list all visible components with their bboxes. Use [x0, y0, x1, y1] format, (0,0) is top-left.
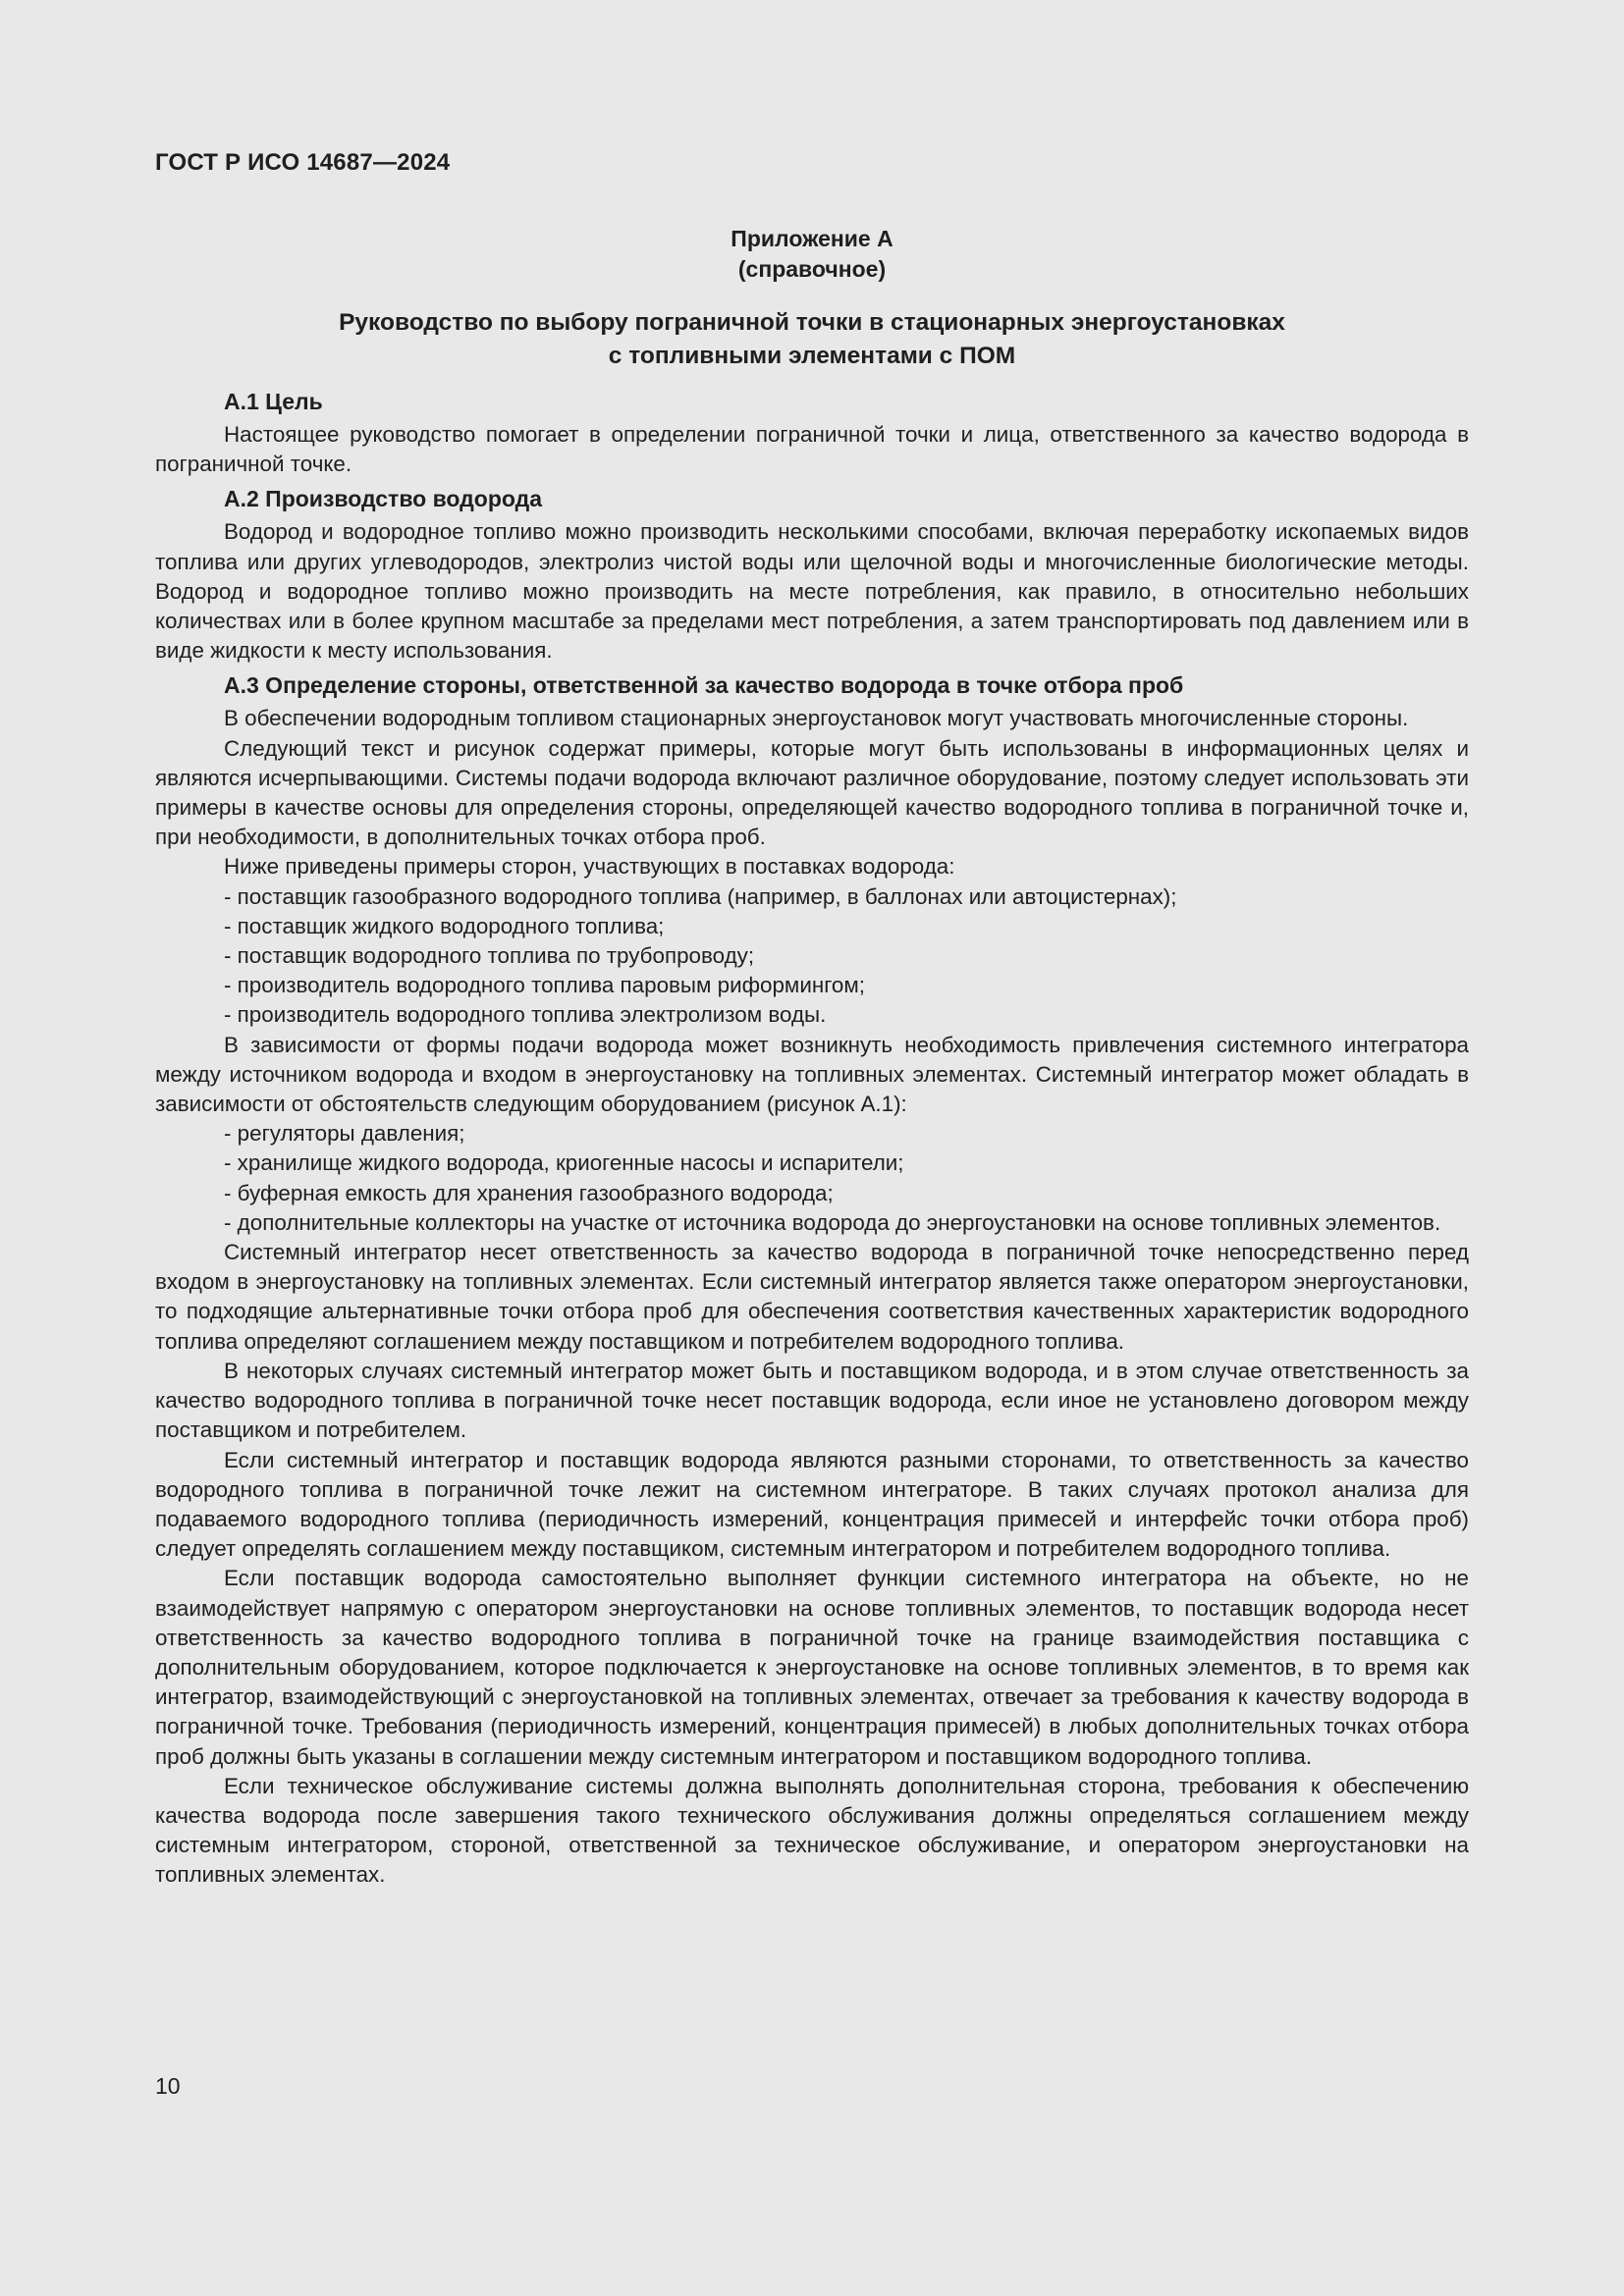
paragraph: Ниже приведены примеры сторон, участвующих в поставках водорода:	[224, 854, 955, 880]
paragraph: Следующий текст и рисунок содержат примеры, которые могут быть использованы в информационных целях и являются исчерпывающими. Системы подачи водорода включают различное оборудование, поэтому следует использовать эти примеры в качестве основы для определения стороны, определяющей качество водородного топлива в пограничной точке и, при необходимости, в дополнительных точках отбора проб.	[155, 735, 1469, 850]
supplier-list	[155, 882, 1469, 1031]
paragraph: Если техническое обслуживание системы должна выполнять дополнительная сторона, требования к обеспечению качества водорода после завершения такого технического обслуживания должны определяться соглашением между системным интегратором, стороной, ответственной за техническое обслуживание, и оператором энергоустановки на топливных элементах.	[155, 1773, 1469, 1888]
equipment-list	[155, 1119, 1469, 1238]
document-body	[155, 224, 1469, 1891]
main-title	[155, 306, 1469, 373]
document-header: ГОСТ Р ИСО 14687—2024	[155, 149, 451, 176]
list-item: - поставщик жидкого водородного топлива;	[224, 913, 665, 938]
list-item: - буферная емкость для хранения газообразного водорода;	[224, 1180, 834, 1205]
list-item: - поставщик водородного топлива по трубопроводу;	[224, 943, 755, 969]
paragraph: Настоящее руководство помогает в определении пограничной точки и лица, ответственного за качество водорода в пограничной точке.	[155, 422, 1469, 477]
paragraph: В зависимости от формы подачи водорода может возникнуть необходимость привлечения системного интегратора между источником водорода и входом в энергоустановку на топливных элементах. Системный интегратор может обладать в зависимости от обстоятельств следующим оборудованием (рисунок А.1):	[155, 1032, 1469, 1117]
annex-subtitle: (справочное)	[737, 256, 887, 282]
list-item: - производитель водородного топлива паровым риформингом;	[224, 973, 865, 998]
list-item: - производитель водородного топлива электролизом воды.	[224, 1002, 827, 1028]
annex-title: Приложение А	[731, 226, 893, 251]
paragraph: Системный интегратор несет ответственность за качество водорода в пограничной точке непосредственно перед входом в энергоустановку на топливных элементах. Если системный интегратор является также оператором энергоустановки, то подходящие альтернативные точки отбора проб для обеспечения соответствия качественных характеристик водородного топлива определяют соглашением между поставщиком и потребителем водородного топлива.	[155, 1240, 1469, 1354]
section-heading-a1: А.1 Цель	[224, 389, 323, 414]
main-title-line-2: с топливными элементами с ПОМ	[608, 343, 1016, 369]
list-item: - поставщик газообразного водородного топлива (например, в баллонах или автоцистернах);	[224, 883, 1177, 909]
list-item: - регуляторы давления;	[224, 1121, 465, 1147]
paragraph: Если поставщик водорода самостоятельно выполняет функции системного интегратора на объекте, но не взаимодействует напрямую с оператором энергоустановки на основе топливных элементов, то поставщик водорода несет ответственность за качество водородного топлива в пограничной точке на границе взаимодействия поставщика с дополнительным оборудованием, которое подключается к энергоустановке на основе топливных элементов, в то время как интегратор, взаимодействующий с энергоустановкой на топливных элементах, отвечает за требования к качеству водорода в пограничной точке. Требования (периодичность измерений, концентрация примесей) в любых дополнительных точках отбора проб должны быть указаны в соглашении между системным интегратором и поставщиком водородного топлива.	[155, 1566, 1469, 1769]
section-heading-a3: А.3 Определение стороны, ответственной за качество водорода в точке отбора проб	[224, 672, 1184, 699]
list-item: - дополнительные коллекторы на участке от источника водорода до энергоустановки на основе топливных элементов.	[224, 1209, 1441, 1235]
paragraph: Если системный интегратор и поставщик водорода являются разными сторонами, то ответственность за качество водородного топлива в пограничной точке лежит на системном интеграторе. В таких случаях протокол анализа для подаваемого водородного топлива (периодичность измерений, концентрация примесей и интерфейс точки отбора проб) следует определять соглашением между поставщиком, системным интегратором и потребителем водородного топлива.	[155, 1447, 1469, 1562]
list-item: - хранилище жидкого водорода, криогенные насосы и испарители;	[224, 1150, 904, 1176]
paragraph: В некоторых случаях системный интегратор может быть и поставщиком водорода, и в этом случае ответственность за качество водородного топлива в пограничной точке несет поставщик водорода, если иное не установлено договором между поставщиком и потребителем.	[155, 1358, 1469, 1443]
paragraph: В обеспечении водородным топливом стационарных энергоустановок могут участвовать многочисленные стороны.	[224, 706, 1409, 731]
paragraph: Водород и водородное топливо можно производить несколькими способами, включая переработку ископаемых видов топлива или других углеводородов, электролиз чистой воды или щелочной воды и многочисленные биологические методы. Водород и водородное топливо можно производить на месте потребления, как правило, в относительно небольших количествах или в более крупном масштабе за пределами мест потребления, а затем транспортировать под давлением или в виде жидкости к месту использования.	[155, 519, 1469, 664]
page-number: 10	[155, 2073, 181, 2099]
section-heading-a2: А.2 Производство водорода	[224, 486, 543, 512]
main-title-line-1: Руководство по выбору пограничной точки в стационарных энергоустановках	[339, 309, 1285, 336]
